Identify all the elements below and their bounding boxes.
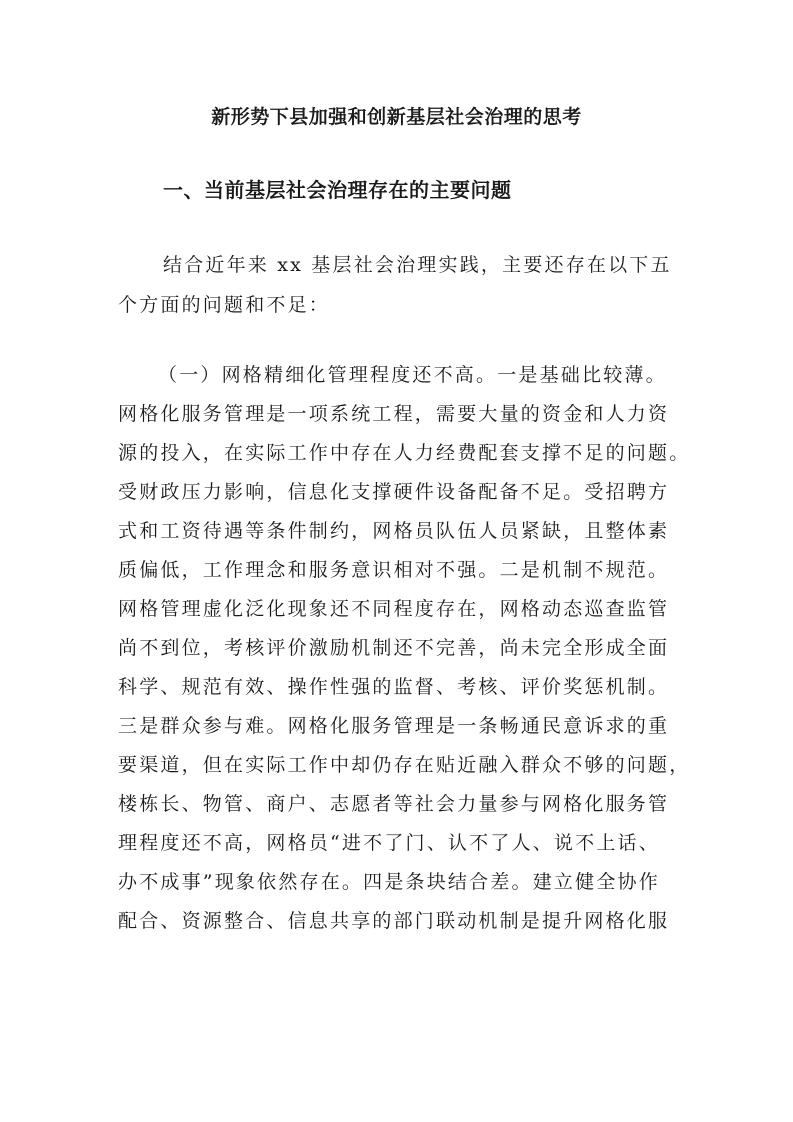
body-line: 要渠道，但在实际工作中却仍存在贴近融入群众不够的问题， [118, 754, 691, 776]
body-line: 三是群众参与难。网格化服务管理是一条畅通民意诉求的重 [118, 715, 670, 737]
body-line: 理程度还不高，网格员“进不了门、认不了人、说不上话、 [118, 832, 660, 854]
document-title: 新形势下县加强和创新基层社会治理的思考 [211, 106, 582, 128]
body-line: 质偏低，工作理念和服务意识相对不强。二是机制不规范。 [118, 559, 670, 581]
body-line: 网格化服务管理是一项系统工程，需要大量的资金和人力资 [118, 403, 670, 425]
intro-line: 个方面的问题和不足： [118, 294, 331, 316]
body-line: 式和工资待遇等条件制约，网格员队伍人员紧缺，且整体素 [118, 520, 670, 542]
body-line: 网格管理虚化泛化现象还不同程度存在，网格动态巡查监管 [118, 598, 670, 620]
body-line: 配合、资源整合、信息共享的部门联动机制是提升网格化服 [118, 910, 670, 932]
body-line: 受财政压力影响，信息化支撑硬件设备配备不足。受招聘方 [118, 481, 670, 503]
body-line: （一）网格精细化管理程度还不高。一是基础比较薄。 [158, 364, 667, 386]
body-line: 办不成事”现象依然存在。四是条块结合差。建立健全协作 [118, 871, 660, 893]
intro-line: 结合近年来 xx 基层社会治理实践，主要还存在以下五 [163, 254, 672, 276]
body-line: 楼栋长、物管、商户、志愿者等社会力量参与网格化服务管 [118, 793, 670, 815]
section-heading: 一、当前基层社会治理存在的主要问题 [163, 178, 512, 202]
body-line: 科学、规范有效、操作性强的监督、考核、评价奖惩机制。 [118, 676, 670, 698]
body-line: 源的投入，在实际工作中存在人力经费配套支撑不足的问题。 [118, 442, 691, 464]
body-line: 尚不到位，考核评价激励机制还不完善，尚未完全形成全面 [118, 637, 670, 659]
